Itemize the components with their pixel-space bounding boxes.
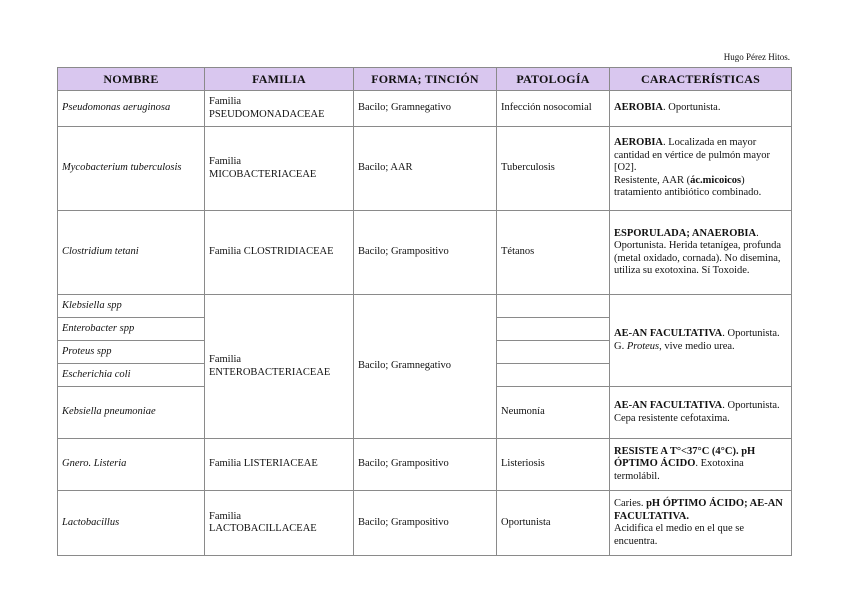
char-text-2: Resistente, AAR ( [614,174,691,186]
bacteria-name: Clostridium tetani [58,211,205,295]
table-row [58,491,792,556]
form-cell: Bacilo; Grampositivo [354,491,497,556]
characteristics-cell [610,439,792,491]
bacteria-name: Enterobacter spp [58,318,205,341]
form-cell: Bacilo; Gramnegativo [354,295,497,439]
bacteria-name: Lactobacillus [58,491,205,556]
header-forma-tincion: FORMA; TINCIÓN [354,68,497,91]
pathology-cell [497,341,610,364]
char-bold: AEROBIA [614,137,664,149]
family-cell: Familia PSEUDOMONADACEAE [205,91,354,127]
char-bold: ESPORULADA; ANAEROBIA [614,227,757,239]
bacteria-name: Kebsiella pneumoniae [58,387,205,439]
pathology-cell: Listeriosis [497,439,610,491]
table-row [58,439,792,491]
form-cell: Bacilo; Gramnegativo [354,91,497,127]
family-cell: Familia MICOBACTERIACEAE [205,127,354,211]
header-nombre: NOMBRE [58,68,205,91]
bacteria-name: Gnero. Listeria [58,439,205,491]
family-cell: Familia LACTOBACILLACEAE [205,491,354,556]
form-cell: Bacilo; Grampositivo [354,439,497,491]
char-text: . Oportunista. [722,328,780,339]
char-text: . Oportunista. Cepa resistente cefotaxima. [614,400,780,424]
characteristics-cell [610,91,792,127]
char-text-3: ) tratamiento antibiótico combinado. [614,174,762,199]
bacteria-name: Proteus spp [58,341,205,364]
char-text: . Oportunista. Herida tetanígea, profunda (metal oxidado, cornada). No disemina, utiliza su exotoxina. Sí Toxoide. [614,227,782,276]
header-patologia: PATOLOGÍA [497,68,610,91]
author-credit: Hugo Pérez Hitos. [723,52,790,62]
header-row [58,68,792,91]
char-bold: RESISTE A T°<37°C (4°C). pH ÓPTIMO ÁCIDO [614,445,756,470]
header-caracteristicas: CARACTERÍSTICAS [610,68,792,91]
table-row [58,127,792,211]
pathology-cell: Oportunista [497,491,610,556]
bacteria-name: Klebsiella spp [58,295,205,318]
char-bold: pH ÓPTIMO ÁCIDO; AE-AN FACULTATIVA. [614,498,783,522]
characteristics-cell [610,211,792,295]
bacteria-name: Pseudomonas aeruginosa [58,91,205,127]
characteristics-cell [610,295,792,387]
char-italic: Proteus [626,340,660,352]
family-cell: Familia LISTERIACEAE [205,439,354,491]
family-cell: Familia CLOSTRIDIACEAE [205,211,354,295]
characteristics-cell [610,491,792,556]
family-cell: Familia ENTEROBACTERIACEAE [205,295,354,439]
characteristics-cell [610,127,792,211]
char-bold: AE-AN FACULTATIVA [614,400,723,411]
table-row [58,91,792,127]
characteristics-cell [610,387,792,439]
pathology-cell: Tuberculosis [497,127,610,211]
pathology-cell [497,364,610,387]
bacteria-name: Escherichia coli [58,364,205,387]
char-text-3: , vive medio urea. [659,340,735,352]
form-cell: Bacilo; AAR [354,127,497,211]
char-text: . Localizada en mayor cantidad en vértice de pulmón mayor [O2]. [614,137,770,174]
char-bold: AE-AN FACULTATIVA [614,328,723,339]
pathology-cell [497,295,610,318]
table-row [58,295,792,318]
char-text: . Exotoxina termolábil. [614,458,744,482]
char-bold-2: ác.micoicos [690,174,742,186]
pathology-cell: Neumonía [497,387,610,439]
bacteria-table [57,67,792,556]
char-text-2: Acidifica el medio en el que se encuentra. [614,523,745,547]
bacteria-name: Mycobacterium tuberculosis [58,127,205,211]
pathology-cell: Tétanos [497,211,610,295]
header-familia: FAMILIA [205,68,354,91]
char-text: Caries. [614,498,647,509]
char-text: . Oportunista. [663,102,721,114]
form-cell: Bacilo; Grampositivo [354,211,497,295]
pathology-cell: Infección nosocomial [497,91,610,127]
char-bold: AEROBIA [614,102,664,114]
table-row [58,211,792,295]
pathology-cell [497,318,610,341]
char-text-2: G. [614,340,627,352]
